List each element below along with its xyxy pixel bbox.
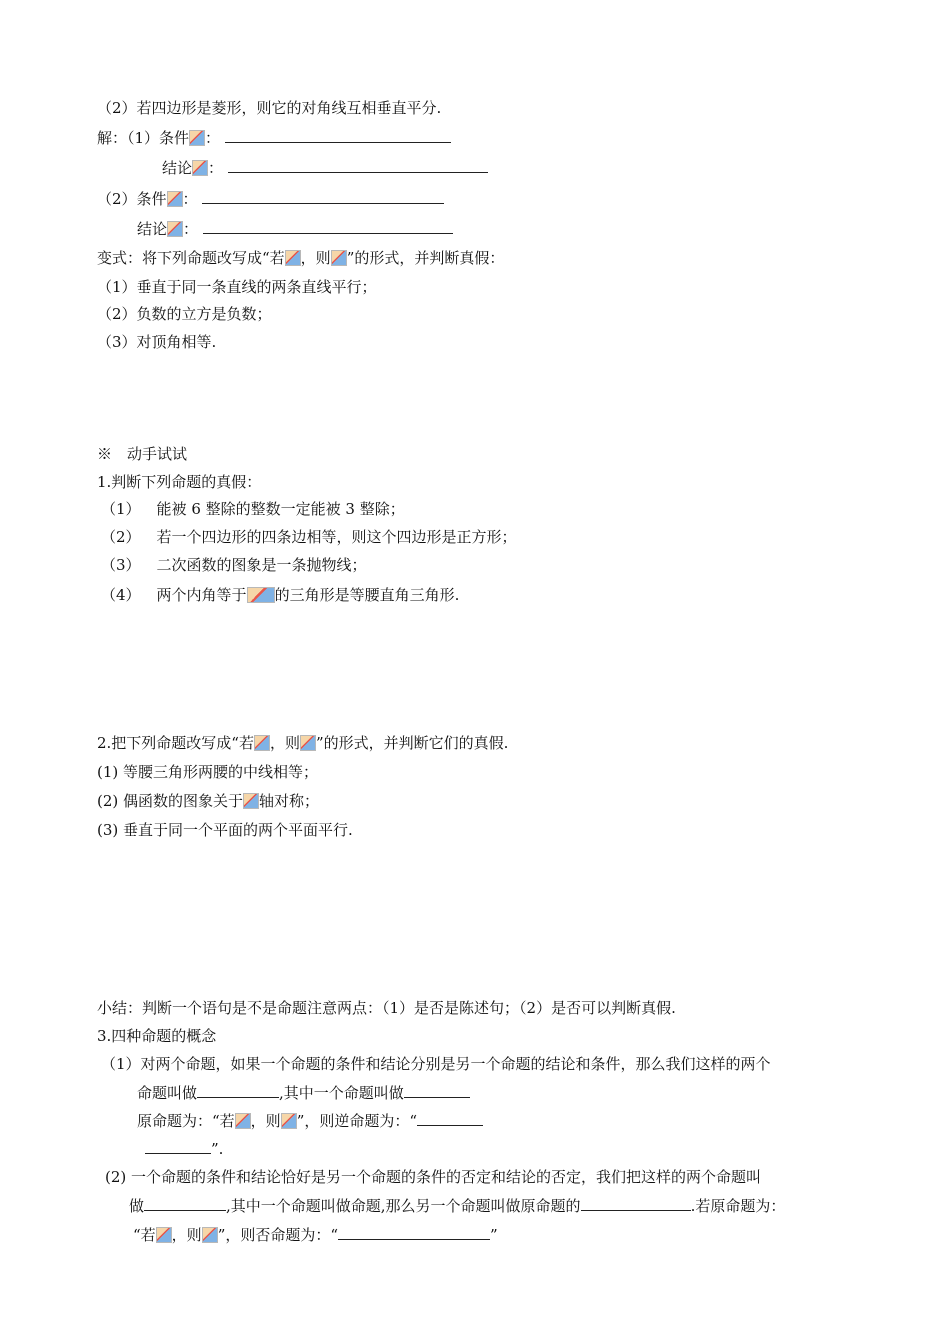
question-2 [97, 733, 508, 753]
item-text: 的三角形是等腰直角三角形. [274, 586, 460, 604]
item-number: （1） [101, 500, 141, 518]
image-placeholder-icon [331, 250, 347, 266]
solution-condition-2 [97, 188, 444, 209]
variant-instruction [97, 248, 504, 268]
text: ”，则逆命题为：“ [296, 1112, 418, 1130]
concept-2-line-1: (2) 一个命题的条件和结论恰好是另一个命题的条件的否定和结论的否定，我们把这样的两个命题叫 [105, 1168, 762, 1186]
answer-blank[interactable] [197, 1082, 279, 1098]
image-placeholder-icon [167, 221, 183, 237]
text: ，则 [269, 734, 300, 752]
conclusion-label: 结论 [137, 220, 168, 238]
text: 变式：将下列命题改写成“若 [97, 249, 285, 267]
answer-blank[interactable] [228, 157, 488, 173]
variant-item: （1）垂直于同一条直线的两条直线平行； [97, 278, 377, 296]
item-text: 两个内角等于 [156, 586, 247, 604]
solution-label: 解：（1）条件 [97, 129, 190, 147]
item-text: (2) 偶函数的图象关于 [97, 792, 244, 810]
text: 命题叫做 [137, 1084, 198, 1102]
text: ”的形式，并判断它们的真假. [316, 734, 509, 752]
text: “若 [133, 1226, 156, 1244]
answer-blank[interactable] [144, 1195, 226, 1211]
question-1-item [101, 499, 405, 519]
conclusion-label: 结论 [162, 159, 193, 177]
text: 2.把下列命题改写成“若 [97, 734, 254, 752]
answer-blank[interactable] [225, 127, 451, 143]
concept-2-line-2 [129, 1195, 785, 1216]
image-placeholder-icon [254, 735, 270, 751]
colon: ： [182, 190, 198, 208]
solution-condition-1 [97, 127, 451, 148]
question-1-item [101, 585, 459, 605]
summary: 小结：判断一个语句是不是命题注意两点：（1）是否是陈述句；（2）是否可以判断真假. [97, 999, 676, 1017]
text: 原命题为：“若 [137, 1112, 235, 1130]
image-placeholder-icon [235, 1113, 251, 1129]
question-2-item: (3) 垂直于同一个平面的两个平面平行. [97, 821, 353, 839]
question-1-item [101, 555, 367, 575]
answer-blank[interactable] [417, 1110, 483, 1126]
image-placeholder-icon [285, 250, 301, 266]
item-text: 能被 6 整除的整数一定能被 3 整除； [156, 500, 405, 518]
text: ”，则否命题为：“ [217, 1226, 339, 1244]
item-number: （4） [101, 586, 141, 604]
text: ”的形式，并判断真假： [346, 249, 505, 267]
question-2-item: (1) 等腰三角形两腰的中线相等； [97, 763, 319, 781]
item-text: 二次函数的图象是一条抛物线； [156, 556, 367, 574]
text: ,其中一个命题叫做命题,那么另一个命题叫做原命题的 [226, 1197, 581, 1215]
item-number: （3） [101, 556, 141, 574]
problem-part-2: （2）若四边形是菱形，则它的对角线互相垂直平分. [97, 99, 442, 117]
answer-blank[interactable] [338, 1224, 490, 1240]
answer-blank[interactable] [202, 188, 444, 204]
concept-1-line-3 [137, 1110, 483, 1131]
answer-blank[interactable] [581, 1195, 691, 1211]
image-placeholder-icon [243, 793, 259, 809]
colon: ： [205, 129, 221, 147]
text: .若原命题为： [690, 1197, 786, 1215]
item-text: 若一个四边形的四条边相等，则这个四边形是正方形； [156, 528, 517, 546]
question-3: 3.四种命题的概念 [97, 1027, 217, 1045]
concept-1-line-4 [145, 1138, 223, 1159]
item-number: （2） [101, 528, 141, 546]
image-placeholder-icon [192, 160, 208, 176]
solution-conclusion-1 [162, 157, 488, 178]
colon: ： [208, 159, 224, 177]
question-1: 1.判断下列命题的真假： [97, 473, 262, 491]
concept-2-line-3 [133, 1224, 498, 1245]
image-placeholder-icon [281, 1113, 297, 1129]
image-placeholder-icon [156, 1227, 172, 1243]
text: ，则 [171, 1226, 202, 1244]
condition-label: （2）条件 [97, 190, 167, 208]
colon: ： [183, 220, 199, 238]
answer-blank[interactable] [404, 1082, 470, 1098]
image-placeholder-icon [247, 587, 275, 603]
answer-blank[interactable] [203, 218, 453, 234]
image-placeholder-icon [189, 130, 205, 146]
variant-item: （3）对顶角相等. [97, 333, 217, 351]
answer-blank[interactable] [145, 1138, 211, 1154]
text: ” [490, 1226, 498, 1244]
question-1-item [101, 527, 517, 547]
text: 做 [129, 1197, 145, 1215]
section-heading: ※ 动手试试 [97, 445, 188, 463]
question-2-item [97, 791, 319, 811]
image-placeholder-icon [167, 191, 183, 207]
text: ”. [211, 1140, 224, 1158]
concept-1-line-2 [137, 1082, 470, 1103]
item-text: 轴对称； [259, 792, 320, 810]
image-placeholder-icon [202, 1227, 218, 1243]
text: ，则 [300, 249, 331, 267]
concept-1-line-1: （1）对两个命题，如果一个命题的条件和结论分别是另一个命题的结论和条件，那么我们这样的两个 [101, 1055, 771, 1073]
text: ,其中一个命题叫做 [279, 1084, 404, 1102]
image-placeholder-icon [300, 735, 316, 751]
variant-item: （2）负数的立方是负数； [97, 305, 272, 323]
solution-conclusion-2 [137, 218, 453, 239]
text: ，则 [250, 1112, 281, 1130]
